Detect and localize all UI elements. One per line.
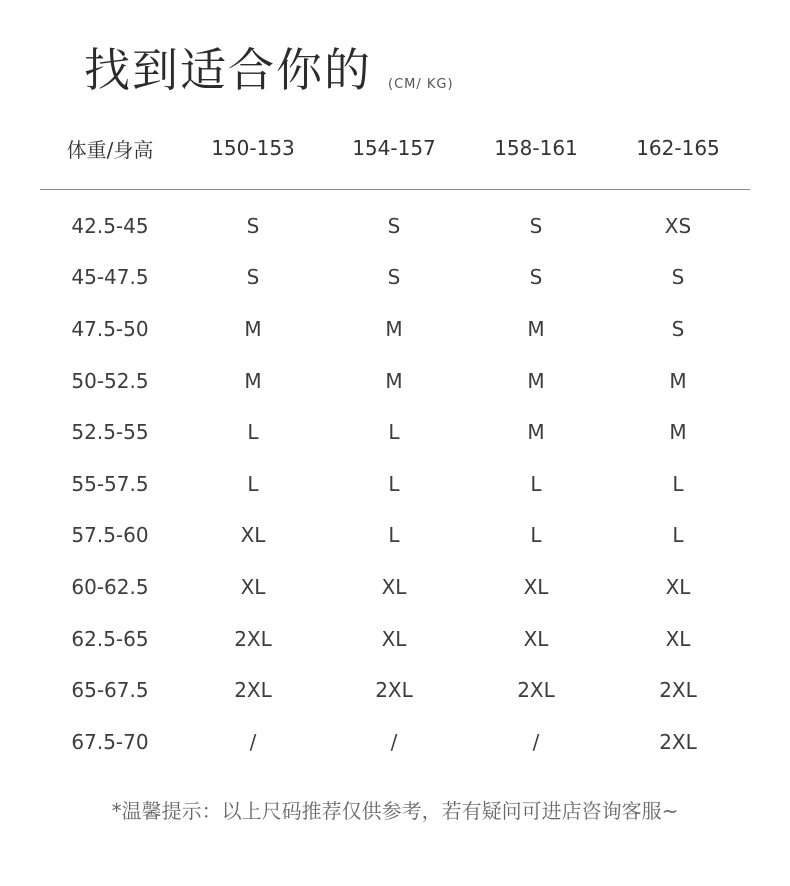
- size-cell: 2XL: [659, 678, 697, 703]
- table-row: [40, 664, 750, 716]
- weight-range-cell: 52.5-55: [71, 420, 149, 445]
- size-cell: L: [388, 523, 400, 548]
- weight-range-cell: 67.5-70: [71, 729, 149, 754]
- size-cell: XS: [664, 213, 692, 238]
- size-cell: L: [388, 471, 400, 496]
- size-cell: XL: [240, 523, 266, 548]
- size-cell: S: [387, 265, 401, 290]
- size-cell: /: [532, 729, 540, 754]
- size-cell: 2XL: [517, 678, 555, 703]
- units-label: (CM/ KG): [388, 77, 454, 92]
- weight-range-cell: 60-62.5: [71, 574, 149, 599]
- size-cell: /: [249, 729, 257, 754]
- header-cell-weight-height: 体重/身高: [66, 137, 154, 162]
- size-cell: XL: [240, 574, 266, 599]
- size-cell: M: [669, 368, 687, 393]
- weight-range-cell: 50-52.5: [71, 368, 149, 393]
- size-cell: L: [672, 471, 684, 496]
- header-divider: [40, 189, 750, 190]
- size-cell: XL: [381, 626, 407, 651]
- size-table-header: [40, 130, 750, 166]
- weight-range-cell: 45-47.5: [71, 265, 149, 290]
- size-cell: M: [385, 368, 403, 393]
- table-row: [40, 200, 750, 252]
- size-cell: M: [244, 368, 262, 393]
- header-cell-162-165: 162-165: [636, 136, 720, 160]
- size-cell: L: [530, 471, 542, 496]
- table-row: [40, 613, 750, 665]
- size-cell: L: [672, 523, 684, 548]
- size-cell: M: [669, 420, 687, 445]
- title-block: [84, 40, 454, 100]
- size-cell: M: [527, 316, 545, 341]
- weight-range-cell: 57.5-60: [71, 523, 149, 548]
- header-cell-154-157: 154-157: [352, 136, 436, 160]
- size-cell: 2XL: [659, 729, 697, 754]
- size-cell: XL: [523, 626, 549, 651]
- size-cell: S: [246, 213, 260, 238]
- size-cell: S: [529, 213, 543, 238]
- size-cell: /: [390, 729, 398, 754]
- header-cell-150-153: 150-153: [211, 136, 295, 160]
- size-cell: XL: [665, 574, 691, 599]
- weight-range-cell: 42.5-45: [71, 213, 149, 238]
- table-row: [40, 355, 750, 407]
- table-row: [40, 303, 750, 355]
- table-row: [40, 406, 750, 458]
- size-cell: S: [387, 213, 401, 238]
- weight-range-cell: 55-57.5: [71, 471, 149, 496]
- table-row: [40, 510, 750, 562]
- size-cell: S: [671, 265, 685, 290]
- table-row: [40, 458, 750, 510]
- size-cell: L: [388, 420, 400, 445]
- size-cell: L: [530, 523, 542, 548]
- table-row: [40, 561, 750, 613]
- size-cell: L: [247, 420, 259, 445]
- size-cell: S: [671, 316, 685, 341]
- table-row: [40, 252, 750, 304]
- size-cell: 2XL: [375, 678, 413, 703]
- size-cell: M: [527, 420, 545, 445]
- size-cell: XL: [381, 574, 407, 599]
- size-table-body: [40, 200, 750, 768]
- size-cell: M: [385, 316, 403, 341]
- footnote: *温馨提示：以上尺码推荐仅供参考，若有疑问可进店咨询客服~: [111, 799, 679, 823]
- header-cell-158-161: 158-161: [494, 136, 578, 160]
- size-cell: 2XL: [234, 678, 272, 703]
- weight-range-cell: 47.5-50: [71, 316, 149, 341]
- table-row: [40, 716, 750, 768]
- size-cell: 2XL: [234, 626, 272, 651]
- size-cell: S: [246, 265, 260, 290]
- size-cell: S: [529, 265, 543, 290]
- size-cell: M: [244, 316, 262, 341]
- weight-range-cell: 62.5-65: [71, 626, 149, 651]
- size-cell: M: [527, 368, 545, 393]
- page-title: 找到适合你的: [84, 43, 372, 97]
- size-cell: L: [247, 471, 259, 496]
- size-cell: XL: [523, 574, 549, 599]
- weight-range-cell: 65-67.5: [71, 678, 149, 703]
- size-cell: XL: [665, 626, 691, 651]
